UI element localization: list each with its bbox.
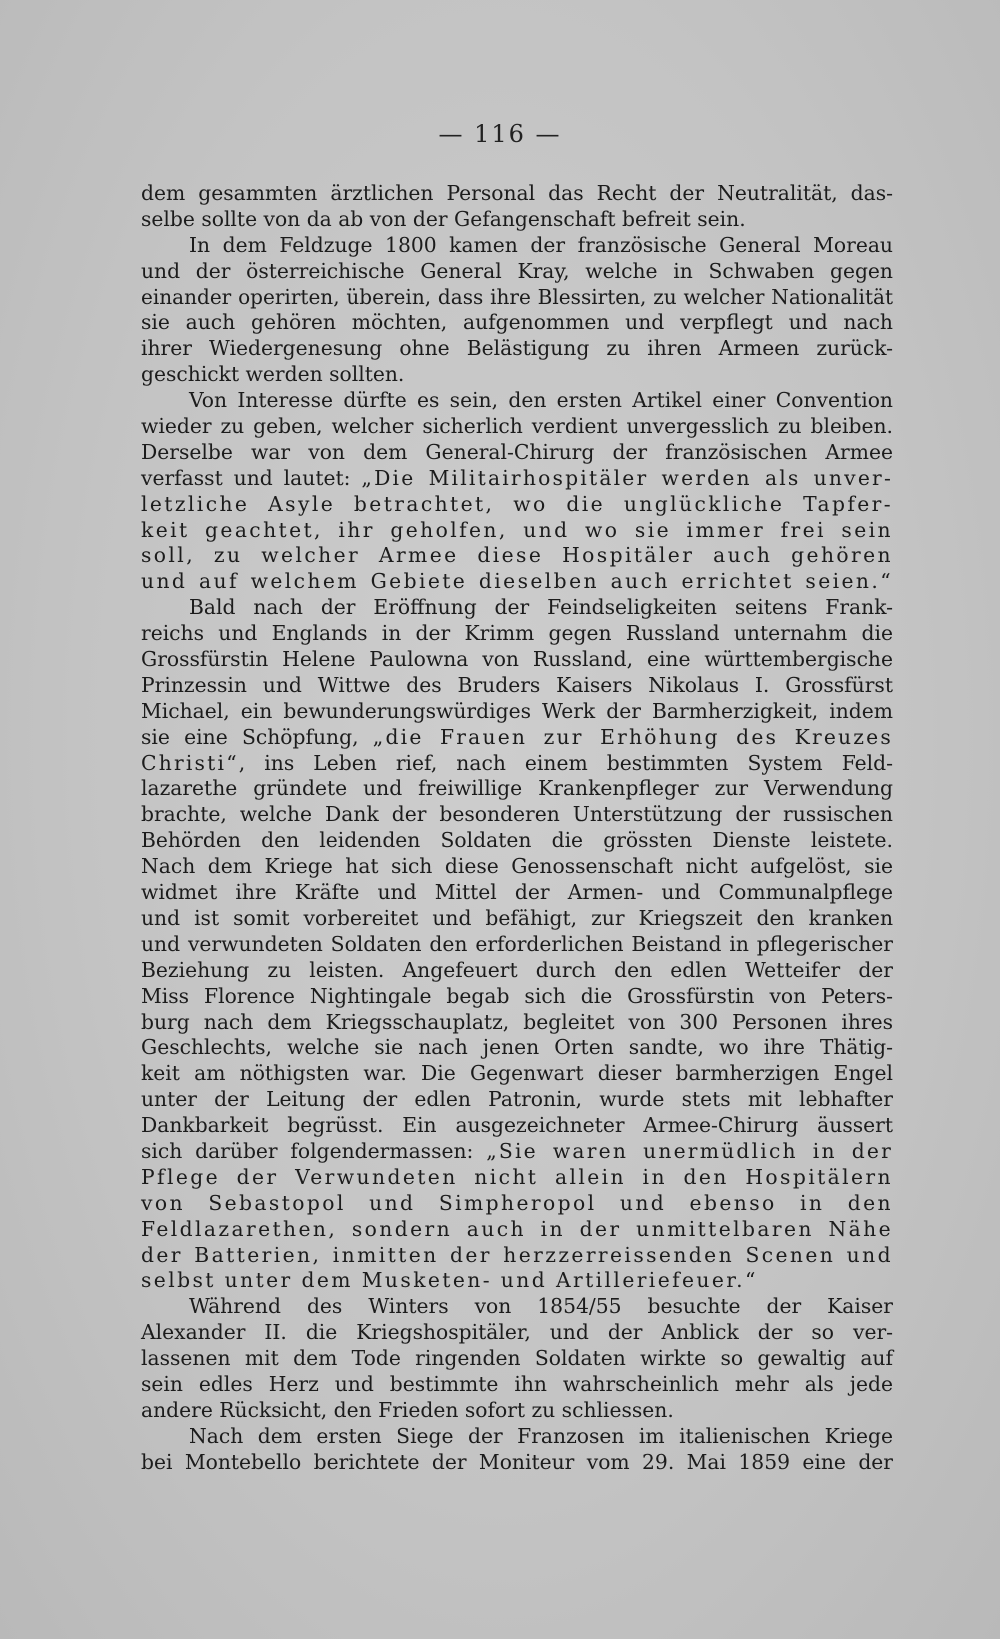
text-line: Dankbarkeit begrüsst. Ein ausgezeichneter Armee-Chirurg äussert <box>141 1113 893 1138</box>
spaced-quote-segment: „Sie waren unermüdlich in der <box>486 1138 893 1163</box>
body-text <box>141 181 893 1476</box>
text-line: Prinzessin und Wittwe des Bruders Kaisers Nikolaus I. Grossfürst <box>141 672 893 697</box>
text-line: Michael, ein bewunderungswürdiges Werk der Barmherzigkeit, indem <box>141 698 893 723</box>
text-line-mixed <box>141 751 893 777</box>
text-line: keit am nöthigsten war. Die Gegenwart dieser barmherzigen Engel <box>141 1061 893 1086</box>
text-line: dem gesammten ärztlichen Personal das Recht der Neutralität, das- <box>141 181 893 205</box>
text-line: reichs und Englands in der Krimm gegen Russland unternahm die <box>141 621 893 646</box>
text-line: Alexander II. die Kriegshospitäler, und der Anblick der so ver- <box>141 1320 893 1345</box>
spaced-quote-segment: Christi“ <box>141 750 239 775</box>
text-line: Von Interesse dürfte es sein, den ersten Artikel einer Convention <box>189 388 893 413</box>
text-line: bei Montebello berichtete der Moniteur vom 29. Mai 1859 eine der <box>141 1449 893 1474</box>
text-line: Nach dem Kriege hat sich diese Genossenschaft nicht aufgelöst, sie <box>141 854 893 879</box>
text-segment: , ins Leben rief, nach einem bestimmten System Feld- <box>238 750 893 775</box>
text-line: und ist somit vorbereitet und befähigt, zur Kriegszeit den kranken <box>141 905 893 930</box>
text-line: Beziehung zu leisten. Angefeuert durch den edlen Wetteifer der <box>141 957 893 982</box>
text-line: geschickt werden sollten. <box>141 362 405 387</box>
spaced-quote-line: selbst unter dem Musketen- und Artilleriefeuer.“ <box>141 1268 758 1293</box>
text-line: Nach dem ersten Siege der Franzosen im italienischen Kriege <box>189 1423 893 1448</box>
text-line: ihrer Wiedergenesung ohne Belästigung zu ihren Armeen zurück- <box>141 336 893 361</box>
text-line-mixed <box>141 466 893 492</box>
text-line-mixed <box>141 1139 893 1165</box>
text-line: Grossfürstin Helene Paulowna von Russland, eine württembergische <box>141 647 893 672</box>
spaced-quote-segment: „Die Militairhospitäler werden als unver- <box>361 465 893 490</box>
text-line: brachte, welche Dank der besonderen Unterstützung der russischen <box>141 802 893 827</box>
spaced-quote-line: letzliche Asyle betrachtet, wo die unglückliche Tapfer- <box>141 491 893 516</box>
spaced-quote-line: von Sebastopol und Simpheropol und ebenso in den <box>141 1190 893 1215</box>
text-line: lazarethe gründete und freiwillige Krankenpfleger zur Verwendung <box>141 776 893 801</box>
text-line: Miss Florence Nightingale begab sich die Grossfürstin von Peters- <box>141 983 893 1008</box>
text-segment: verfasst und lautet: <box>141 465 362 490</box>
text-segment: sich darüber folgendermassen: <box>141 1138 487 1163</box>
text-line: widmet ihre Kräfte und Mittel der Armen- und Communalpflege <box>141 880 893 905</box>
page-number: — 116 — <box>438 120 562 148</box>
spaced-quote-line: Pflege der Verwundeten nicht allein in den Hospitälern <box>141 1164 893 1189</box>
text-line: sein edles Herz und bestimmte ihn wahrscheinlich mehr als jede <box>141 1371 893 1396</box>
text-line: und verwundeten Soldaten den erforderlichen Beistand in pflegerischer <box>141 931 893 956</box>
text-line: wieder zu geben, welcher sicherlich verdient unvergesslich zu bleiben. <box>141 414 893 439</box>
text-line: Während des Winters von 1854/55 besuchte der Kaiser <box>189 1294 893 1319</box>
spaced-quote-line: keit geachtet, ihr geholfen, und wo sie immer frei sein <box>141 517 893 542</box>
spaced-quote-line: der Batterien, inmitten der herzzerreissenden Scenen und <box>141 1242 893 1267</box>
spaced-quote-line: Feldlazarethen, sondern auch in der unmittelbaren Nähe <box>141 1216 893 1241</box>
text-line: selbe sollte von da ab von der Gefangenschaft befreit sein. <box>141 206 746 231</box>
text-segment: sie eine Schöpfung, <box>141 724 373 749</box>
text-line-mixed <box>141 725 893 751</box>
text-line: Bald nach der Eröffnung der Feindseligkeiten seitens Frank- <box>189 595 893 620</box>
text-line: Behörden den leidenden Soldaten die grössten Dienste leistete. <box>141 828 893 853</box>
text-line: einander operirten, überein, dass ihre Blessirten, zu welcher Nationalität <box>141 284 893 309</box>
text-line: unter der Leitung der edlen Patronin, wurde stets mit lebhafter <box>141 1087 893 1112</box>
text-line: und der österreichische General Kray, welche in Schwaben gegen <box>141 258 893 283</box>
text-line: lassenen mit dem Tode ringenden Soldaten wirkte so gewaltig auf <box>141 1346 893 1371</box>
text-line: Geschlechts, welche sie nach jenen Orten sandte, wo ihre Thätig- <box>141 1035 893 1060</box>
spaced-quote-line: und auf welchem Gebiete dieselben auch errichtet seien.“ <box>141 569 893 594</box>
text-line: Derselbe war von dem General-Chirurg der französischen Armee <box>141 439 893 464</box>
text-line: sie auch gehören möchten, aufgenommen und verpflegt und nach <box>141 310 893 335</box>
spaced-quote-segment: „die Frauen zur Erhöhung des Kreuzes <box>372 724 893 749</box>
text-line: In dem Feldzuge 1800 kamen der französische General Moreau <box>189 232 893 257</box>
text-line: burg nach dem Kriegsschauplatz, begleitet von 300 Personen ihres <box>141 1009 893 1034</box>
text-line: andere Rücksicht, den Frieden sofort zu schliessen. <box>141 1397 674 1422</box>
spaced-quote-line: soll, zu welcher Armee diese Hospitäler auch gehören <box>141 543 893 568</box>
